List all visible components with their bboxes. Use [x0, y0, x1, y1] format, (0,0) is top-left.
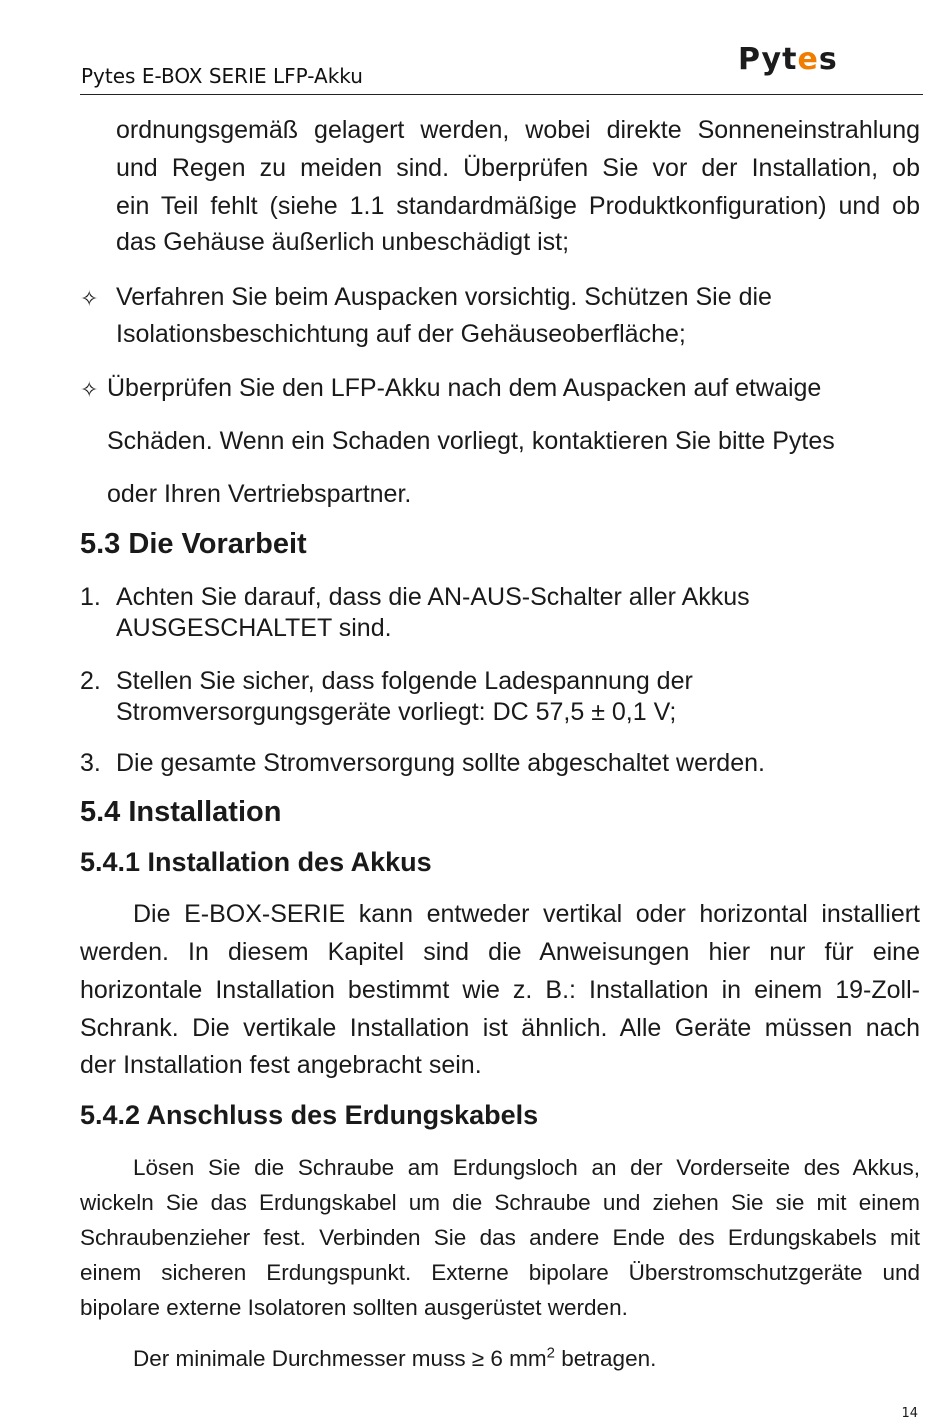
paragraph-5-4-1-line-2: werden. In diesem Kapitel sind die Anweisungen hier nur für eine [80, 938, 920, 966]
paragraph-5-4-1-line-4: Schrank. Die vertikale Installation ist ähnlich. Alle Geräte müssen nach [80, 1014, 920, 1042]
pytes-logo [738, 42, 838, 77]
paragraph-5-4-1-line-1: Die E-BOX-SERIE kann entweder vertikal oder horizontal installiert [133, 900, 920, 928]
bullet-2-line-1: Überprüfen Sie den LFP-Akku nach dem Auspacken auf etwaige [107, 374, 822, 402]
intro-line-4: das Gehäuse äußerlich unbeschädigt ist; [116, 228, 570, 256]
bullet-2-line-3: oder Ihren Vertriebspartner. [107, 480, 412, 508]
list-item-2-line-1: Stellen Sie sicher, dass folgende Ladespannung der [116, 667, 693, 695]
document-header-title: Pytes E-BOX SERIE LFP-Akku [81, 64, 363, 88]
intro-line-1: ordnungsgemäß gelagert werden, wobei direkte Sonneneinstrahlung [116, 116, 920, 144]
section-heading-5-3: 5.3 Die Vorarbeit [80, 528, 307, 560]
paragraph-5-4-2-line-4: einem sicheren Erdungspunkt. Externe bipolare Überstromschutzgeräte und [80, 1260, 920, 1285]
paragraph-5-4-1-line-3: horizontale Installation bestimmt wie z. B.: Installation in einem 19-Zoll- [80, 976, 920, 1004]
logo-text-end: s [818, 42, 838, 77]
diameter-note [133, 1341, 656, 1376]
diameter-note-text: Der minimale Durchmesser muss ≥ 6 mm [133, 1346, 547, 1371]
section-heading-5-4: 5.4 Installation [80, 796, 282, 828]
list-number-3: 3. [80, 749, 101, 777]
logo-text-start: Pyt [738, 42, 798, 77]
intro-line-2: und Regen zu meiden sind. Überprüfen Sie vor der Installation, ob [116, 154, 920, 182]
header-divider [80, 94, 923, 95]
bullet-2-line-2: Schäden. Wenn ein Schaden vorliegt, kontaktieren Sie bitte Pytes [107, 427, 835, 455]
logo-text-accent: e [797, 42, 819, 77]
paragraph-5-4-2-line-2: wickeln Sie das Erdungskabel um die Schraube und ziehen Sie sie mit einem [80, 1190, 920, 1215]
bullet-1-line-2: Isolationsbeschichtung auf der Gehäuseoberfläche; [116, 320, 686, 348]
diameter-note-end: betragen. [555, 1346, 657, 1371]
subsection-heading-5-4-1: 5.4.1 Installation des Akkus [80, 847, 432, 877]
bullet-star-icon: ✧ [80, 286, 99, 311]
list-item-3-line-1: Die gesamte Stromversorgung sollte abgeschaltet werden. [116, 749, 765, 777]
paragraph-5-4-2-line-3: Schraubenzieher fest. Verbinden Sie das andere Ende des Erdungskabels mit [80, 1225, 920, 1250]
list-number-1: 1. [80, 583, 101, 611]
paragraph-5-4-2-line-5: bipolare externe Isolatoren sollten ausgerüstet werden. [80, 1295, 628, 1320]
bullet-star-icon: ✧ [80, 377, 99, 402]
paragraph-5-4-1-line-5: der Installation fest angebracht sein. [80, 1051, 482, 1079]
list-item-1-line-1: Achten Sie darauf, dass die AN-AUS-Schalter aller Akkus [116, 583, 750, 611]
list-item-1-line-2: AUSGESCHALTET sind. [116, 614, 392, 642]
diameter-note-superscript: 2 [546, 1344, 556, 1362]
list-item-2-line-2: Stromversorgungsgeräte vorliegt: DC 57,5 ± 0,1 V; [116, 698, 677, 726]
subsection-heading-5-4-2: 5.4.2 Anschluss des Erdungskabels [80, 1100, 539, 1130]
paragraph-5-4-2-line-1: Lösen Sie die Schraube am Erdungsloch an der Vorderseite des Akkus, [133, 1155, 920, 1180]
list-number-2: 2. [80, 667, 101, 695]
intro-line-3: ein Teil fehlt (siehe 1.1 standardmäßige Produktkonfiguration) und ob [116, 192, 920, 220]
bullet-1-line-1: Verfahren Sie beim Auspacken vorsichtig. Schützen Sie die [116, 283, 772, 311]
page-number: 14 [901, 1406, 918, 1421]
